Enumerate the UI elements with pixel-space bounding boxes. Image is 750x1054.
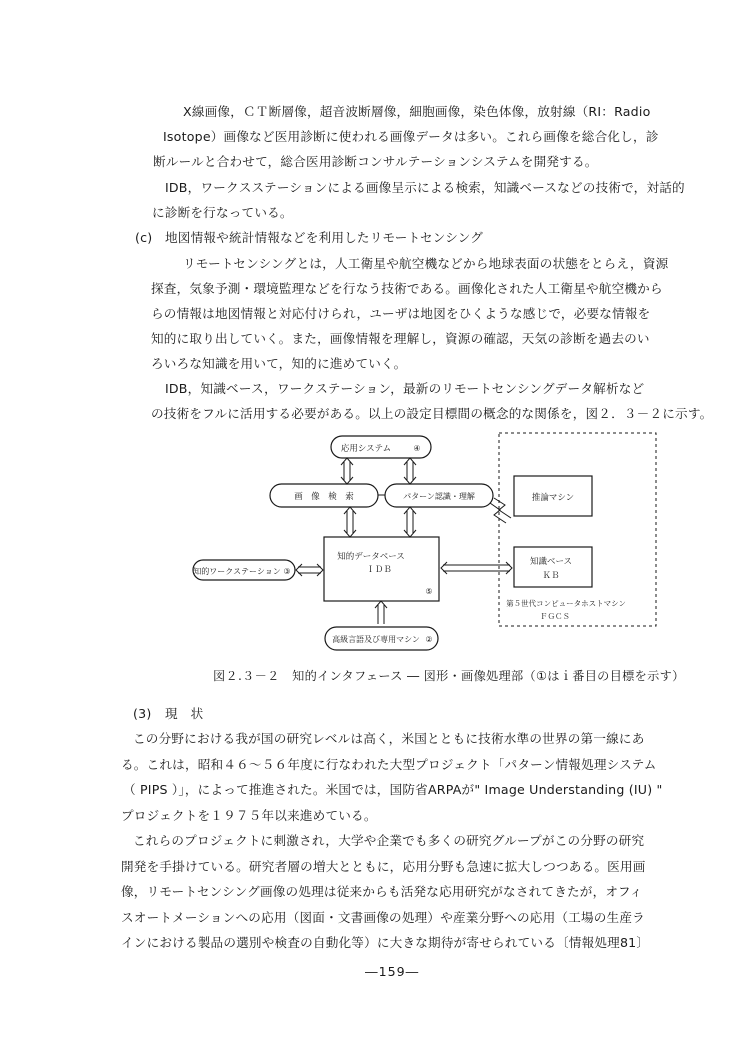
app-system-label: 応用システム bbox=[340, 444, 392, 454]
body-line: の技術をフルに活用する必要がある。以上の設定目標間の概念的な関係を，図２．３－２に示す。 bbox=[151, 406, 713, 421]
body-line: に診断を行なっている。 bbox=[152, 205, 293, 220]
app-system-number: ④ bbox=[413, 444, 421, 453]
section-3-number: (3) bbox=[133, 706, 152, 721]
arrow-search-to-idb bbox=[344, 507, 356, 537]
body-line: （ PIPS ）」，によって推進された。米国では，国防省ARPAが" Image Understanding (IU) " bbox=[123, 782, 663, 797]
hll-machine-number: ② bbox=[425, 635, 433, 644]
arrow-app-to-pattern bbox=[404, 458, 416, 484]
knowledge-base-sub: ＫＢ bbox=[542, 571, 560, 581]
arrow-hll-to-idb bbox=[375, 601, 387, 624]
fgcs-boundary bbox=[499, 433, 656, 626]
body-line: これらのプロジェクトに刺激され，大学や企業でも多くの研究グループがこの分野の研究 bbox=[133, 833, 645, 848]
knowledge-base-box bbox=[514, 547, 592, 587]
arrow-workstation-idb bbox=[296, 564, 323, 576]
body-line: インにおける製品の選別や検査の自動化等）に大きな期待が寄せられている〔情報処理81〕 bbox=[121, 935, 650, 950]
body-line: 断ルールと合わせて，総合医用診断コンサルテーションシステムを開発する。 bbox=[153, 154, 598, 169]
arrow-pattern-to-idb bbox=[404, 507, 416, 537]
body-line: 探査，気象予測・環境監理などを行なう技術である。画像化された人工衛星や航空機から bbox=[151, 281, 663, 296]
body-line: IDB，ワークスステーションによる画像呈示による検索，知識ベースなどの技術で，対話的 bbox=[165, 180, 685, 195]
fgcs-sub: ＦＧＣＳ bbox=[540, 612, 570, 621]
body-line: らの情報は地図情報と対応付けられ，ユーザは地図をひくような感じで，必要な情報を bbox=[151, 306, 651, 321]
pattern-recognition-label: パターン認識・理解 bbox=[403, 492, 475, 501]
body-line: スオートメーションへの応用（図面・文書画像の処理）や産業分野への応用（工場の生産ラ bbox=[121, 910, 645, 925]
arrow-idb-kb bbox=[441, 562, 512, 574]
workstation-number: ③ bbox=[283, 567, 291, 576]
figure-caption: 図２.３－２ 知的インタフェース ― 図形・画像処理部（①はｉ番目の目標を示す） bbox=[213, 669, 685, 683]
idb-number: ⑤ bbox=[425, 587, 433, 596]
page-number: ―159― bbox=[365, 964, 420, 979]
body-line: この分野における我が国の研究レベルは高く，米国とともに技術水準の世界の第一線にあ bbox=[133, 731, 645, 746]
idb-label: 知的データベース bbox=[337, 552, 405, 562]
workstation-label: 知的ワークステーション bbox=[193, 567, 281, 576]
body-line: 知的に取り出していく。また，画像情報を理解し，資源の確認，天気の診断を過去のい bbox=[151, 331, 650, 346]
body-line: X線画像，ＣＴ断層像，超音波断層像，細胞画像，染色体像，放射線（RI：Radio bbox=[183, 104, 651, 119]
body-line: IDB，知識ベース，ワークステーション，最新のリモートセンシングデータ解析など bbox=[165, 381, 645, 396]
arrow-pattern-inference bbox=[490, 498, 511, 523]
body-line: Isotope）画像など医用診断に使われる画像データは多い。これら画像を総合化し，診 bbox=[163, 129, 659, 144]
section-c-title: 地図情報や統計情報などを利用したリモートセンシング bbox=[165, 230, 484, 245]
knowledge-base-label: 知識ベース bbox=[529, 557, 573, 567]
fgcs-label: 第５世代コンピュータホストマシン bbox=[506, 599, 626, 608]
hll-machine-label: 高級言語及び専用マシン bbox=[332, 635, 420, 644]
body-line: プロジェクトを１９７５年以来進めている。 bbox=[121, 808, 377, 823]
section-3-title: 現 状 bbox=[165, 706, 204, 721]
image-search-label: 画 像 検 索 bbox=[294, 492, 354, 502]
body-line: 像，リモートセンシング画像の処理は従来からも活発な応用研究がなされてきたが，オフィ bbox=[121, 884, 643, 899]
arrow-app-to-image-search bbox=[341, 458, 353, 484]
inference-machine-label: 推論マシン bbox=[531, 493, 575, 503]
body-line: ろいろな知識を用いて，知的に進めていく。 bbox=[151, 356, 407, 371]
section-c-number: (c) bbox=[135, 230, 153, 245]
body-line: 開発を手掛けている。研究者層の増大とともに，応用分野も急速に拡大しつつある。医用画 bbox=[121, 859, 646, 874]
body-line: リモートセンシングとは，人工衛星や航空機などから地球表面の状態をとらえ，資源 bbox=[183, 256, 669, 271]
idb-sub: ＩＤＢ bbox=[366, 565, 392, 575]
body-line: る。これは，昭和４６～５６年度に行なわれた大型プロジェクト「パターン情報処理システム bbox=[121, 757, 657, 772]
